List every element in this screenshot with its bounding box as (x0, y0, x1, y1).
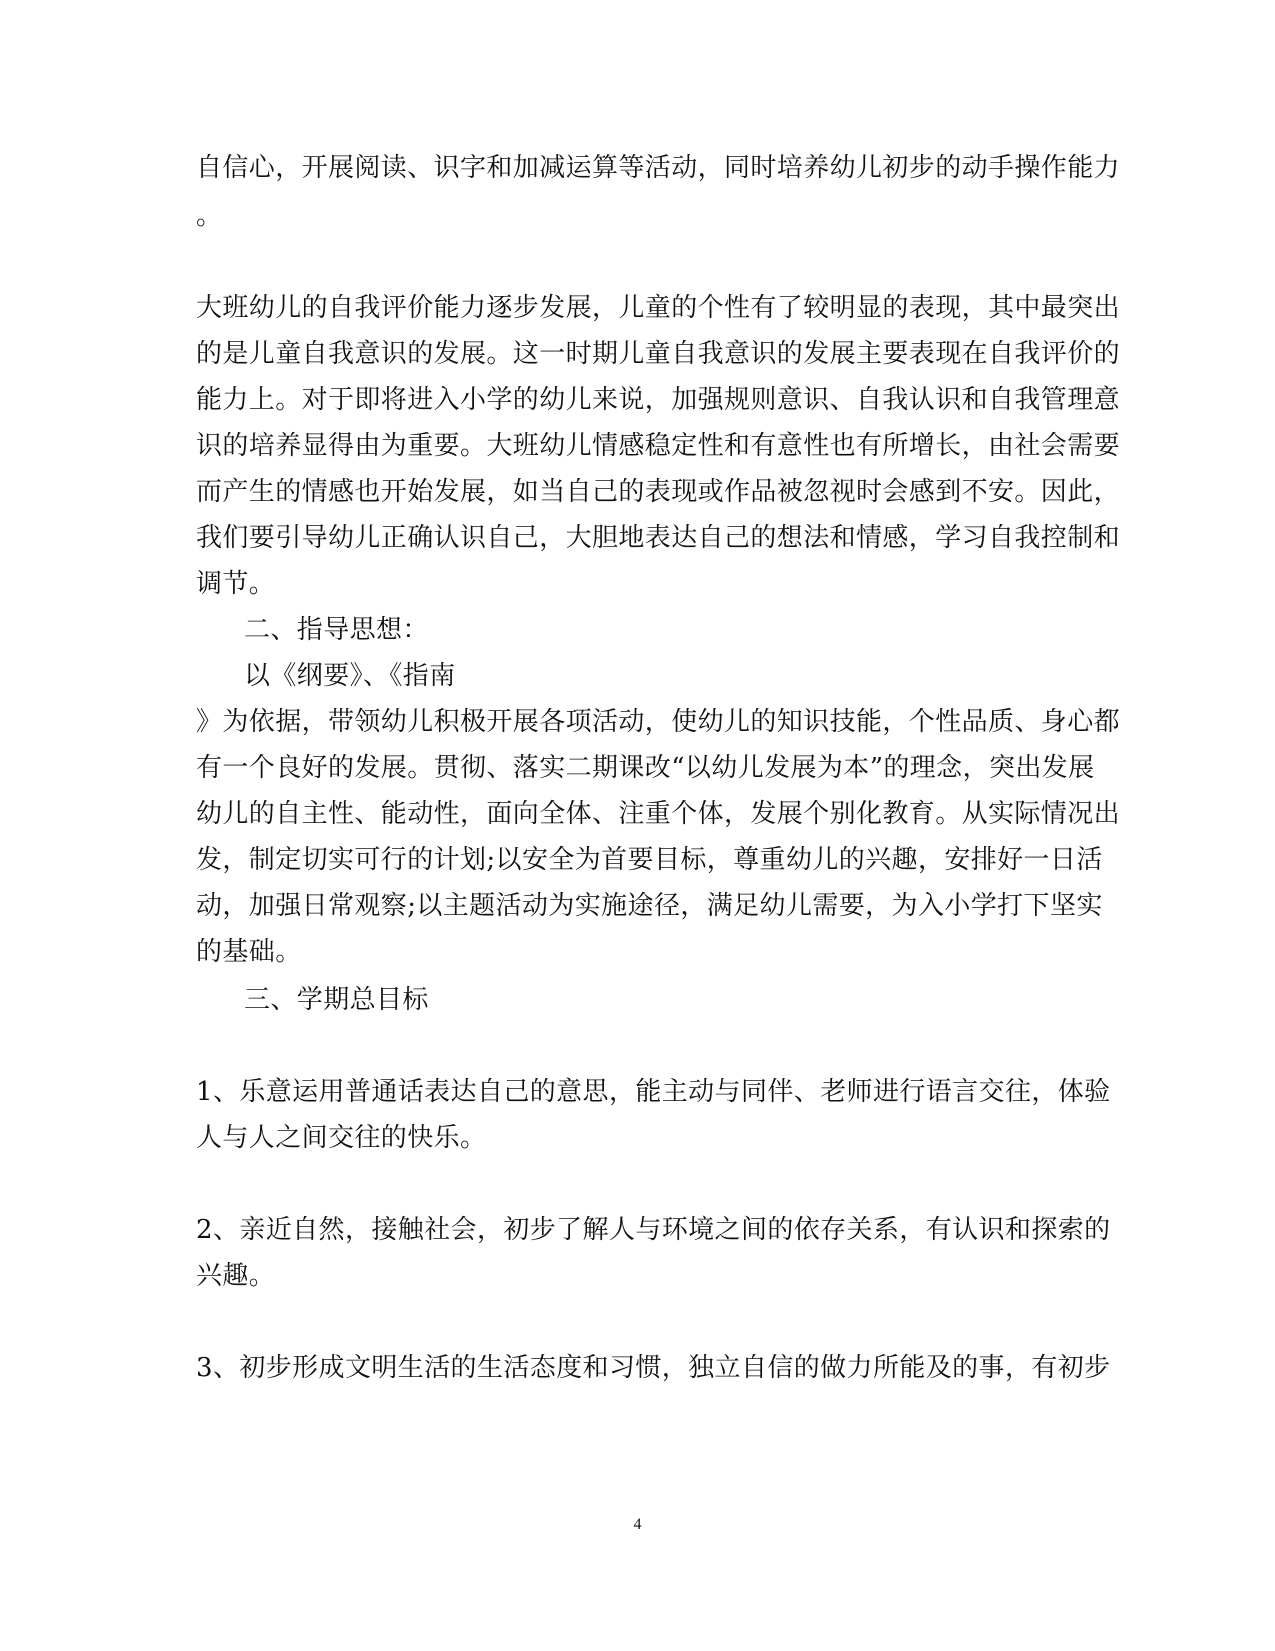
text-line: 有一个良好的发展。贯彻、落实二期课改“以幼儿发展为本”的理念，突出发展 (196, 753, 1095, 783)
text-line: 调节。 (196, 569, 276, 599)
text-line: 能力上。对于即将进入小学的幼儿来说，加强规则意识、自我认识和自我管理意 (196, 385, 1121, 415)
text-line: 以《纲要》、《指南 (244, 661, 456, 691)
text-line: 大班幼儿的自我评价能力逐步发展，儿童的个性有了较明显的表现，其中最突出 (196, 293, 1121, 323)
text-line: 动，加强日常观察;以主题活动为实施途径，满足幼儿需要，为入小学打下坚实 (196, 891, 1103, 921)
text-line: 》为依据，带领幼儿积极开展各项活动，使幼儿的知识技能，个性品质、身心都 (196, 707, 1121, 737)
text-line: 幼儿的自主性、能动性，面向全体、注重个体，发展个别化教育。从实际情况出 (196, 799, 1121, 829)
list-item-line: 人与人之间交往的快乐。 (196, 1123, 487, 1153)
text-line: 我们要引导幼儿正确认识自己，大胆地表达自己的想法和情感，学习自我控制和 (196, 523, 1121, 553)
list-item-line: 3、初步形成文明生活的生活态度和习惯，独立自信的做力所能及的事，有初步 (196, 1353, 1111, 1383)
section-heading: 三、学期总目标 (244, 985, 429, 1015)
text-line: 的基础。 (196, 937, 302, 967)
section-heading: 二、指导思想： (244, 615, 429, 645)
list-item-line: 2、亲近自然，接触社会，初步了解人与环境之间的依存关系，有认识和探索的 (196, 1215, 1111, 1245)
text-line: 。 (196, 201, 223, 231)
list-item-line: 1、乐意运用普通话表达自己的意思，能主动与同伴、老师进行语言交往，体验 (196, 1077, 1111, 1107)
text-line: 发，制定切实可行的计划;以安全为首要目标，尊重幼儿的兴趣，安排好一日活 (196, 845, 1103, 875)
text-line: 识的培养显得由为重要。大班幼儿情感稳定性和有意性也有所增长，由社会需要 (196, 431, 1121, 461)
text-line: 的是儿童自我意识的发展。这一时期儿童自我意识的发展主要表现在自我评价的 (196, 339, 1121, 369)
text-line: 自信心，开展阅读、识字和加减运算等活动，同时培养幼儿初步的动手操作能力 (196, 153, 1121, 183)
text-line: 而产生的情感也开始发展，如当自己的表现或作品被忽视时会感到不安。因此， (196, 477, 1121, 507)
page-number: 4 (633, 1516, 642, 1533)
list-item-line: 兴趣。 (196, 1261, 276, 1291)
